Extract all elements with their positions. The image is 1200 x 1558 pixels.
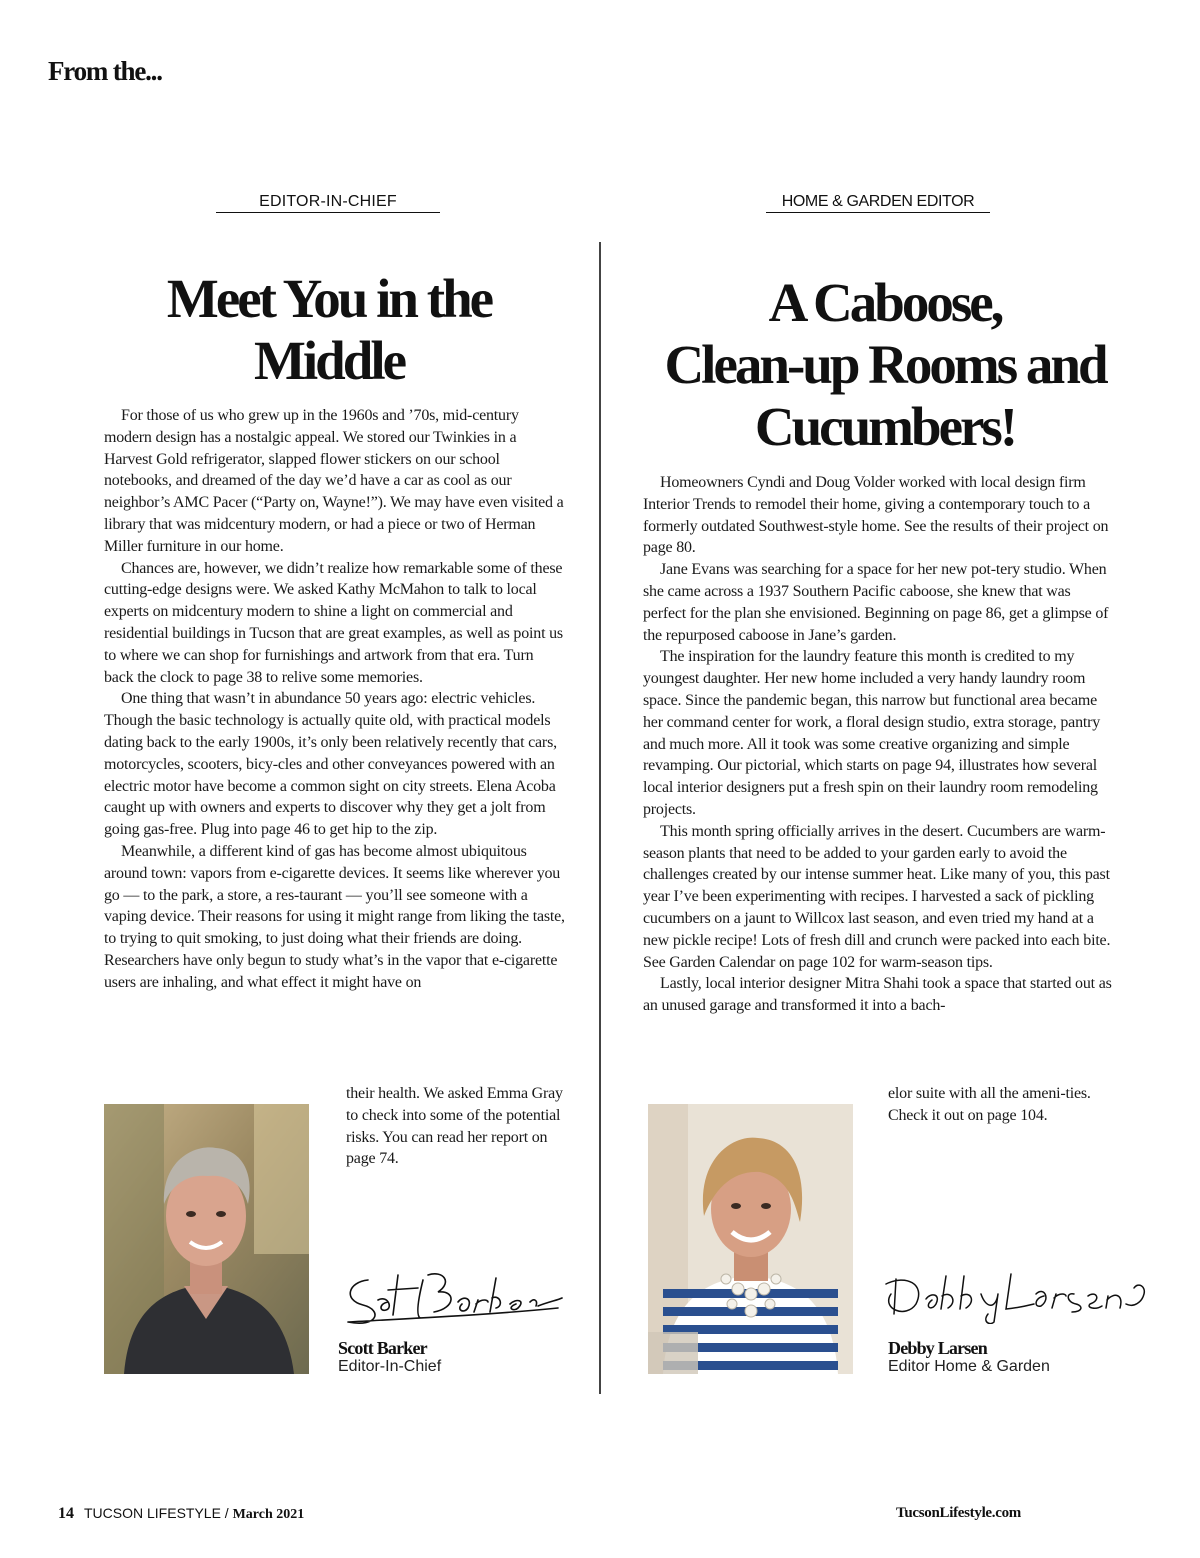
signer-name: Scott Barker bbox=[338, 1338, 427, 1358]
paragraph: The inspiration for the laundry feature this month is credited to my youngest daughter. Her new home included a very handy laundry room space. Since the pandemic began, this narrow but functional area became her command center for work, a floral design studio, extra storage, pantry and much more. All it took was some creative organizing and simple revamping. Our pictorial, which starts on page 94, illustrates how several local interior designers put a fresh spin on their laundry room remodeling projects. bbox=[643, 648, 1101, 818]
left-headline-line: Middle bbox=[253, 330, 405, 391]
paragraph: Meanwhile, a different kind of gas has become almost ubiquitous around town: vapors from e-cigarette devices. It seems like wherever you go — to the park, a store, a res-taurant — you’ll see someone with a vaping device. Their reasons for using it might range from liking the taste, to trying to quit smoking, to just doing what their friends are doing. Researchers have only begun to study what’s in the vapor that e-cigarette users are inhaling, and what effect it might have on bbox=[104, 842, 565, 991]
column-divider bbox=[599, 242, 601, 1394]
left-article-body bbox=[104, 405, 566, 994]
website-link[interactable]: TucsonLifestyle.com bbox=[896, 1505, 1021, 1521]
signer-title: Editor Home & Garden bbox=[888, 1358, 1050, 1375]
paragraph: For those of us who grew up in the 1960s and ’70s, mid-century modern design has a nostalgic appeal. We stored our Twinkies in a Harvest Gold refrigerator, slapped flower stickers on our school notebooks, and dreamed of the day we’d have a car as cool as our neighbor’s AMC Pacer (“Party on, Wayne!”). We may have even visited a library that was midcentury modern, or had a piece or two of Herman Miller furniture in our home. bbox=[104, 407, 564, 555]
right-headline-line: Clean-up Rooms and bbox=[664, 334, 1106, 395]
left-article-tail: their health. We asked Emma Gray to check into some of the potential risks. You can read her report on page 74. bbox=[346, 1085, 563, 1168]
paragraph: This month spring officially arrives in the desert. Cucumbers are warm-season plants that need to be added to your garden early to avoid the challenges created by our intense summer heat. Like many of you, this past year I’ve been experimenting with recipes. I harvested a sack of pickling cucumbers on a jaunt to Willcox last season, and even tried my hand at a new pickle recipe! Lots of fresh dill and crunch were packed into each bite. See Garden Calendar on page 102 for warm-season tips. bbox=[643, 822, 1111, 971]
paragraph: Jane Evans was searching for a space for her new pot-tery studio. When she came across a 1937 Southern Pacific caboose, she knew that was perfect for the plan she envisioned. Beginning on page 86, get a glimpse of the repurposed caboose in Jane’s garden. bbox=[643, 561, 1109, 644]
right-article-body bbox=[643, 472, 1115, 1017]
issue-date: March 2021 bbox=[232, 1507, 305, 1522]
publication-name: TUCSON LIFESTYLE / bbox=[84, 1505, 233, 1521]
paragraph: Chances are, however, we didn’t realize how remarkable some of these cutting-edge designs were. We asked Kathy McMahon to talk to local experts on midcentury modern to shine a light on commercial and residential buildings in Tucson that are great examples, as well as point us to where we can shop for furnishings and artwork from that era. Turn back the clock to page 38 to relive some memories. bbox=[104, 559, 563, 686]
left-headline-line: Meet You in the bbox=[166, 268, 492, 329]
scott-barker-portrait bbox=[104, 1104, 309, 1374]
right-headline-line: A Caboose, bbox=[768, 272, 1002, 333]
debby-larsen-portrait bbox=[648, 1104, 853, 1374]
home-garden-editor-label: HOME & GARDEN EDITOR bbox=[766, 193, 990, 213]
signer-title: Editor-In-Chief bbox=[338, 1358, 442, 1375]
right-headline-line: Cucumbers! bbox=[754, 396, 1016, 457]
debby-larsen-signature bbox=[876, 1264, 1156, 1324]
right-article-tail: elor suite with all the ameni-ties. Check it out on page 104. bbox=[888, 1085, 1091, 1124]
scott-barker-signature bbox=[338, 1260, 563, 1335]
page-number: 14 bbox=[58, 1505, 74, 1522]
signer-name: Debby Larsen bbox=[888, 1338, 987, 1358]
portrait-illustration bbox=[648, 1104, 853, 1374]
left-headline bbox=[104, 268, 554, 392]
paragraph: Homeowners Cyndi and Doug Volder worked with local design firm Interior Trends to remodel their home, giving a contemporary touch to a formerly outdated Southwest-style home. See the results of their project on page 80. bbox=[643, 474, 1109, 557]
portrait-illustration bbox=[104, 1104, 309, 1374]
section-kicker: From the... bbox=[48, 56, 162, 86]
paragraph: Lastly, local interior designer Mitra Shahi took a space that started out as an unused garage and transformed it into a bach- bbox=[643, 975, 1112, 1015]
right-headline bbox=[620, 272, 1150, 458]
editor-in-chief-label: EDITOR-IN-CHIEF bbox=[216, 193, 440, 213]
paragraph: One thing that wasn’t in abundance 50 years ago: electric vehicles. Though the basic technology is actually quite old, with practical models dating back to the early 1900s, it’s only been relatively recently that cars, motorcycles, scooters, bicy-cles and other conveyances powered with an electric motor have become a common sight on city streets. Elena Acoba caught up with owners and experts to discover why they get a jolt from going gas-free. Plug into page 46 to get hip to the zip. bbox=[104, 690, 557, 839]
footer-folio bbox=[58, 1505, 304, 1523]
